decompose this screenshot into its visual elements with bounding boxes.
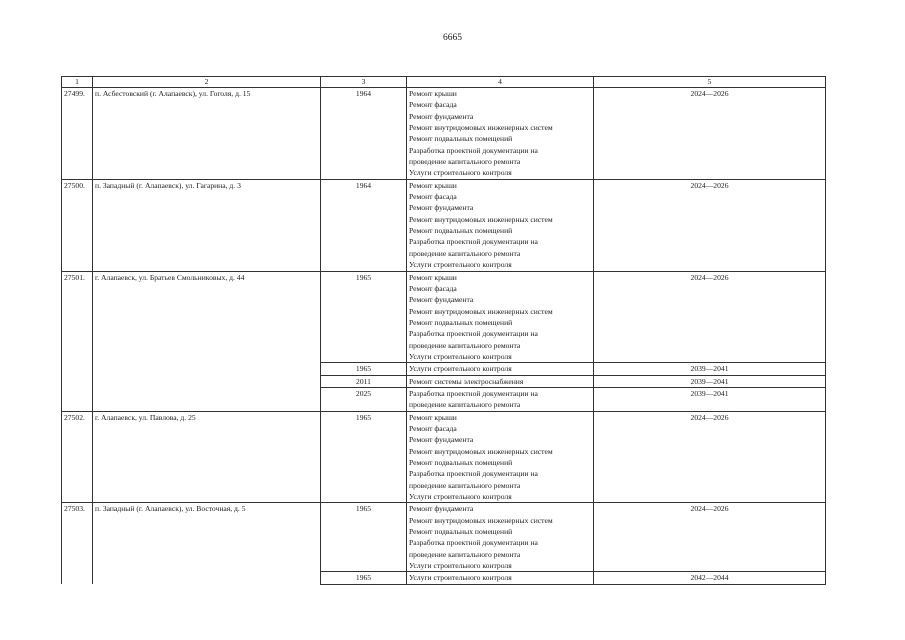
works-cell — [407, 271, 594, 363]
period-cell: 2039—2041 — [594, 387, 826, 411]
row-number: 27500. — [62, 179, 93, 271]
work-item: Ремонт подвальных помещений — [409, 458, 513, 467]
table-row — [62, 88, 826, 180]
work-item: Ремонт фундамента — [409, 295, 474, 305]
works-cell — [407, 179, 594, 271]
year-cell: 1965 — [321, 363, 407, 375]
work-item: Разработка проектной документации на — [409, 538, 538, 548]
work-item: Ремонт крыши — [409, 412, 457, 422]
works-cell — [407, 411, 594, 503]
period-cell: 2024—2026 — [594, 179, 826, 271]
work-item: Ремонт внутридомовых инженерных систем — [409, 214, 553, 224]
row-number: 27503. — [62, 503, 93, 584]
address-cell: п. Асбестовский (г. Алапаевск), ул. Гоголя, д. 15 — [93, 88, 321, 180]
work-item: Ремонт подвальных помещений — [409, 226, 513, 236]
address-cell: п. Западный (г. Алапаевск), ул. Восточная, д. 5 — [93, 503, 321, 584]
work-item: Ремонт фасада — [409, 283, 457, 293]
works-cell — [407, 88, 594, 180]
address-cell: п. Западный (г. Алапаевск), ул. Гагарина, д. 3 — [93, 179, 321, 271]
work-item: Ремонт фасада — [409, 100, 457, 110]
period-cell: 2039—2041 — [594, 363, 826, 375]
year-cell: 1965 — [321, 503, 407, 572]
table-row — [62, 503, 826, 572]
work-item: Ремонт внутридомовых инженерных систем — [409, 515, 553, 525]
period-cell: 2024—2026 — [594, 271, 826, 363]
address-cell: г. Алапаевск, ул. Павлова, д. 25 — [93, 411, 321, 503]
work-item: Ремонт подвальных помещений — [409, 134, 513, 144]
work-item: проведение капитального ремонта — [409, 248, 521, 258]
work-item: Услуги строительного контроля — [409, 492, 512, 502]
work-item: Услуги строительного контроля — [409, 364, 512, 374]
work-item: проведение капитального ремонта — [409, 480, 521, 490]
work-item: проведение капитального ремонта — [409, 400, 521, 410]
row-number: 27499. — [62, 88, 93, 180]
year-cell: 1964 — [321, 88, 407, 180]
period-cell: 2024—2026 — [594, 411, 826, 503]
work-item: Разработка проектной документации на — [409, 469, 538, 479]
period-cell: 2042—2044 — [594, 572, 826, 584]
period-cell: 2024—2026 — [594, 88, 826, 180]
header-cell: 1 — [62, 77, 93, 88]
work-item: Ремонт фасада — [409, 423, 457, 433]
work-item: Ремонт фундамента — [409, 504, 474, 514]
capital-repair-table — [61, 76, 826, 585]
works-cell — [407, 503, 594, 572]
work-item: Услуги строительного контроля — [409, 351, 512, 361]
works-cell — [407, 387, 594, 411]
work-item: Ремонт фундамента — [409, 203, 474, 213]
work-item: Ремонт системы электроснабжения — [409, 376, 524, 386]
table-row — [62, 271, 826, 363]
header-cell: 5 — [594, 77, 826, 88]
work-item: Разработка проектной документации на — [409, 329, 538, 339]
work-item: проведение капитального ремонта — [409, 157, 521, 167]
row-number: 27502. — [62, 411, 93, 503]
work-item: Ремонт внутридомовых инженерных систем — [409, 123, 553, 133]
header-cell: 4 — [407, 77, 594, 88]
work-item: Услуги строительного контроля — [409, 573, 512, 583]
year-cell: 1965 — [321, 572, 407, 584]
header-cell: 2 — [93, 77, 321, 88]
year-cell: 1965 — [321, 271, 407, 363]
header-row — [62, 77, 826, 88]
header-cell: 3 — [321, 77, 407, 88]
work-item: Ремонт крыши — [409, 180, 457, 190]
work-item: Разработка проектной документации на — [409, 145, 538, 155]
works-cell — [407, 363, 594, 375]
work-item: Ремонт фасада — [409, 192, 457, 202]
work-item: Услуги строительного контроля — [409, 260, 512, 270]
work-item: Разработка проектной документации на — [409, 388, 538, 398]
work-item: Услуги строительного контроля — [409, 561, 512, 571]
work-item: Ремонт подвальных помещений — [409, 317, 513, 327]
page-number: 6665 — [443, 33, 462, 43]
work-item: Ремонт подвальных помещений — [409, 527, 513, 537]
address-cell: г. Алапаевск, ул. Братьев Смольниковых, д. 44 — [93, 271, 321, 411]
work-item: Разработка проектной документации на — [409, 237, 538, 247]
work-item: Ремонт крыши — [409, 89, 457, 98]
work-item: Ремонт внутридомовых инженерных систем — [409, 306, 553, 316]
works-cell — [407, 375, 594, 387]
works-cell — [407, 572, 594, 584]
work-item: Ремонт крыши — [409, 272, 457, 282]
work-item: Ремонт фундамента — [409, 111, 474, 121]
work-item: проведение капитального ремонта — [409, 549, 521, 559]
year-cell: 1965 — [321, 411, 407, 503]
row-number: 27501. — [62, 271, 93, 411]
work-item: Ремонт фундамента — [409, 435, 474, 445]
work-item: Ремонт внутридомовых инженерных систем — [409, 446, 553, 456]
table-row — [62, 179, 826, 271]
year-cell: 1964 — [321, 179, 407, 271]
period-cell: 2024—2026 — [594, 503, 826, 572]
period-cell: 2039—2041 — [594, 375, 826, 387]
year-cell: 2025 — [321, 387, 407, 411]
table-row — [62, 411, 826, 503]
work-item: проведение капитального ремонта — [409, 340, 521, 350]
year-cell: 2011 — [321, 375, 407, 387]
work-item: Услуги строительного контроля — [409, 168, 512, 178]
